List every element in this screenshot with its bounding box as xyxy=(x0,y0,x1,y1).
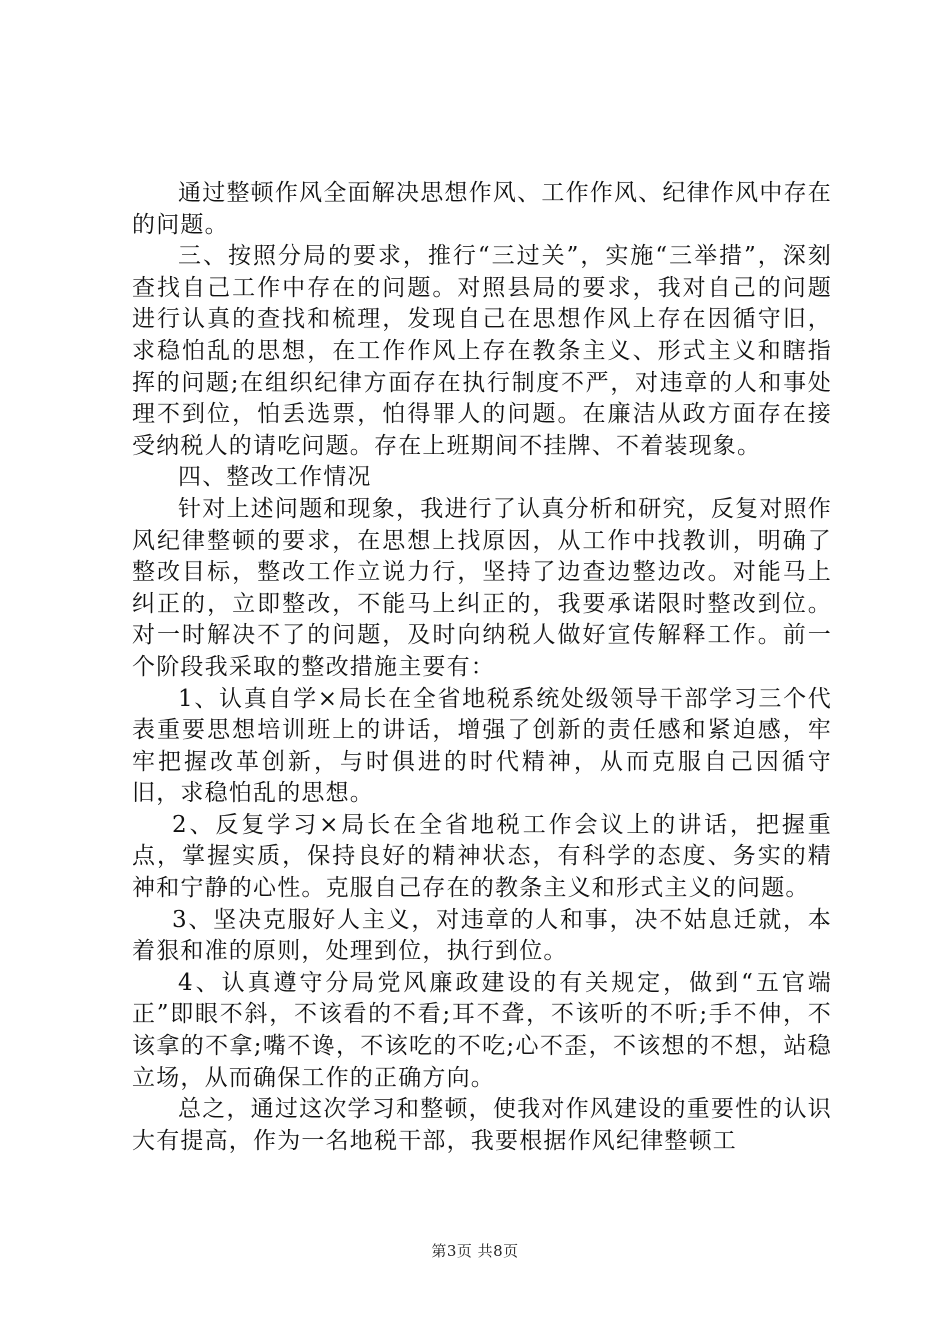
paragraph-3: 针对上述问题和现象，我进行了认真分析和研究，反复对照作风纪律整顿的要求，在思想上找原因，从工作中找教训，明确了整改目标，整改工作立说力行，坚持了边查边整边改。对能马上纠正的，立即整改，不能马上纠正的，我要承诺限时整改到位。对一时解决不了的问题，及时向纳税人做好宣传解释工作。前一个阶段我采取的整改措施主要有： xyxy=(132,495,832,680)
page-number-label: 第3页 共8页 xyxy=(431,1242,519,1260)
list-item-3: 3、坚决克服好人主义，对违章的人和事，决不姑息迁就，本着狠和准的原则，处理到位，执行到位。 xyxy=(132,906,832,965)
list-item-2: 2、反复学习×局长在全省地税工作会议上的讲话，把握重点，掌握实质，保持良好的精神状态，有科学的态度、务实的精神和宁静的心性。克服自己存在的教条主义和形式主义的问题。 xyxy=(132,811,832,902)
list-item-4: 4、认真遵守分局党风廉政建设的有关规定，做到“五官端正”即眼不斜，不该看的不看;耳不聋，不该听的不听;手不伸，不该拿的不拿;嘴不谗，不该吃的不吃;心不歪，不该想的不想，站稳立场，从而确保工作的正确方向。 xyxy=(132,969,832,1091)
paragraph-conclusion: 总之，通过这次学习和整顿，使我对作风建设的重要性的认识大有提高，作为一名地税干部，我要根据作风纪律整顿工 xyxy=(132,1096,832,1154)
paragraph-2: 三、按照分局的要求，推行“三过关”，实施“三举措”，深刻查找自己工作中存在的问题。对照县局的要求，我对自己的问题进行认真的查找和梳理，发现自己在思想作风上存在因循守旧，求稳怕乱的思想，在工作作风上存在教条主义、形式主义和瞎指挥的问题;在组织纪律方面存在执行制度不严，对违章的人和事处理不到位，怕丢选票，怕得罪人的问题。在廉洁从政方面存在接受纳税人的请吃问题。存在上班期间不挂牌、不着装现象。 xyxy=(132,243,832,459)
document-body xyxy=(132,178,832,1157)
paragraph-1: 通过整顿作风全面解决思想作风、工作作风、纪律作风中存在的问题。 xyxy=(132,180,832,238)
section-heading-4: 四、整改工作情况 xyxy=(178,464,372,491)
list-item-1: 1、认真自学×局长在全省地税系统处级领导干部学习三个代表重要思想培训班上的讲话，增强了创新的责任感和紧迫感，牢牢把握改革创新，与时俱进的时代精神，从而克服自己因循守旧，求稳怕乱的思想。 xyxy=(132,685,832,807)
page-footer xyxy=(0,1240,950,1261)
